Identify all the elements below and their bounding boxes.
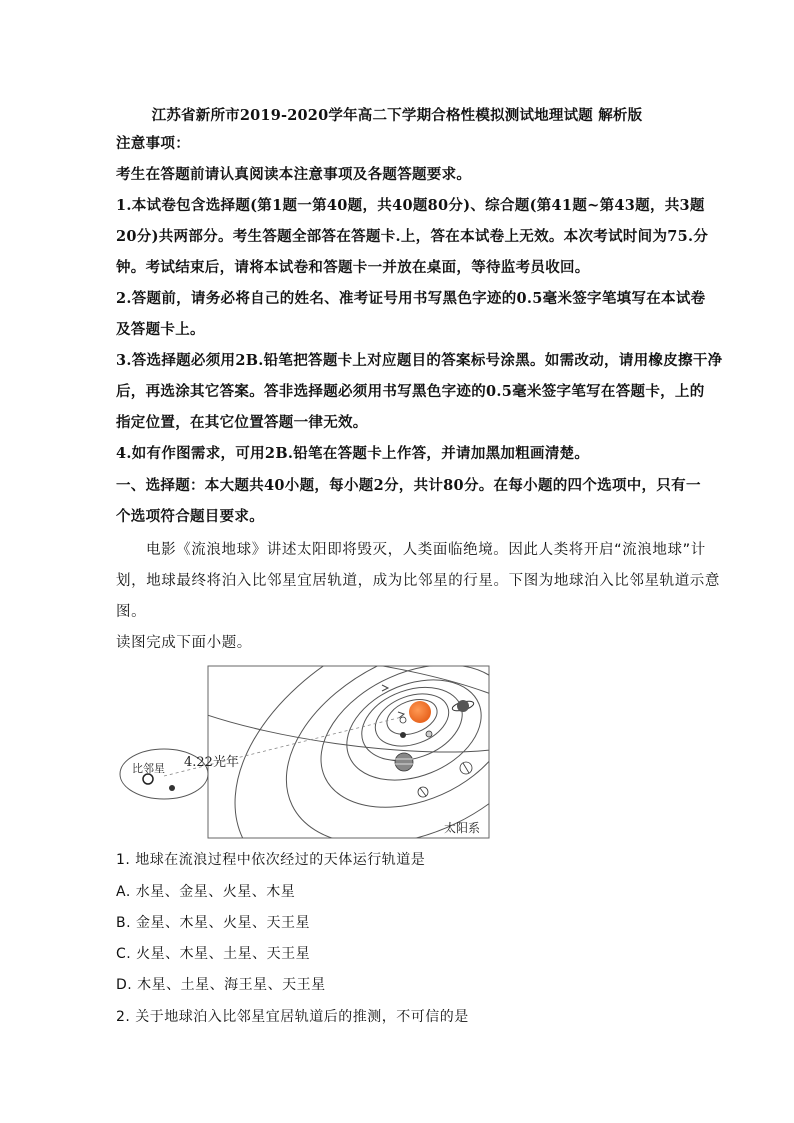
notice-line: 及答题卡上。	[116, 321, 205, 338]
proxima-label: 比邻星	[132, 762, 165, 775]
passage-line: 划，地球最终将泊入比邻星宜居轨道，成为比邻星的行星。下图为地球泊入比邻星轨道示意	[116, 573, 720, 589]
section-heading: 个选项符合题目要求。	[116, 508, 264, 525]
question-stem: 1. 地球在流浪过程中依次经过的天体运行轨道是	[116, 852, 426, 868]
question-option: C. 火星、木星、土星、天王星	[116, 946, 311, 962]
question-option: B. 金星、木星、火星、天王星	[116, 915, 311, 931]
question-stem: 2. 关于地球泊入比邻星宜居轨道后的推测，不可信的是	[116, 1009, 469, 1025]
notice-line: 2.答题前，请务必将自己的姓名、准考证号用书写黑色字迹的0.5毫米签字笔填写在本试卷	[116, 290, 706, 307]
notice-line: 1.本试卷包含选择题(第1题一第40题，共40题80分)、综合题(第41题~第43题，共3题	[116, 197, 705, 214]
mars-icon	[426, 731, 432, 737]
earth-icon	[400, 717, 406, 723]
saturn-icon	[457, 700, 469, 712]
spacecraft-icon	[400, 732, 406, 738]
document-title: 江苏省新所市2019-2020学年高二下学期合格性模拟测试地理试题 解析版	[151, 107, 643, 124]
question-option: D. 木星、土星、海王星、天王星	[116, 977, 326, 993]
distance-label: 4.22光年	[184, 755, 239, 770]
notice-line: 钟。考试结束后，请将本试卷和答题卡一并放在桌面，等待监考员收回。	[116, 259, 590, 276]
notice-line: 后，再选涂其它答案。答非选择题必须用书写黑色字迹的0.5毫米签字笔写在答题卡，上的	[116, 383, 705, 400]
passage-line: 电影《流浪地球》讲述太阳即将毁灭，人类面临绝境。因此人类将开启“流浪地球”计	[146, 542, 706, 558]
orbit-diagram	[112, 662, 492, 842]
section-heading: 一、选择题：本大题共40小题，每小题2分，共计80分。在每小题的四个选项中，只有一	[116, 477, 701, 494]
earth-at-proxima-icon	[169, 785, 175, 791]
jupiter-icon	[395, 753, 413, 771]
sun-icon	[409, 701, 431, 723]
proxima-star-icon	[143, 774, 153, 784]
notice-line: 4.如有作图需求，可用2B.铅笔在答题卡上作答，并请加黑加粗画清楚。	[116, 445, 590, 462]
notice-heading: 注意事项：	[116, 135, 190, 152]
solar-system-label: 太阳系	[444, 821, 481, 835]
question-option: A. 水星、金星、火星、木星	[116, 884, 296, 900]
notice-line: 3.答选择题必须用2B.铅笔把答题卡上对应题目的答案标号涂黑。如需改动，请用橡皮擦干净	[116, 352, 723, 369]
notice-line: 考生在答题前请认真阅读本注意事项及各题答题要求。	[116, 166, 472, 183]
notice-line: 指定位置，在其它位置答题一律无效。	[116, 414, 368, 431]
instruction-line: 读图完成下面小题。	[116, 635, 252, 651]
notice-line: 20分)共两部分。考生答题全部答在答题卡.上，答在本试卷上无效。本次考试时间为75.分	[116, 228, 709, 245]
orbit-figure	[112, 662, 492, 842]
passage-line: 图。	[116, 604, 147, 620]
